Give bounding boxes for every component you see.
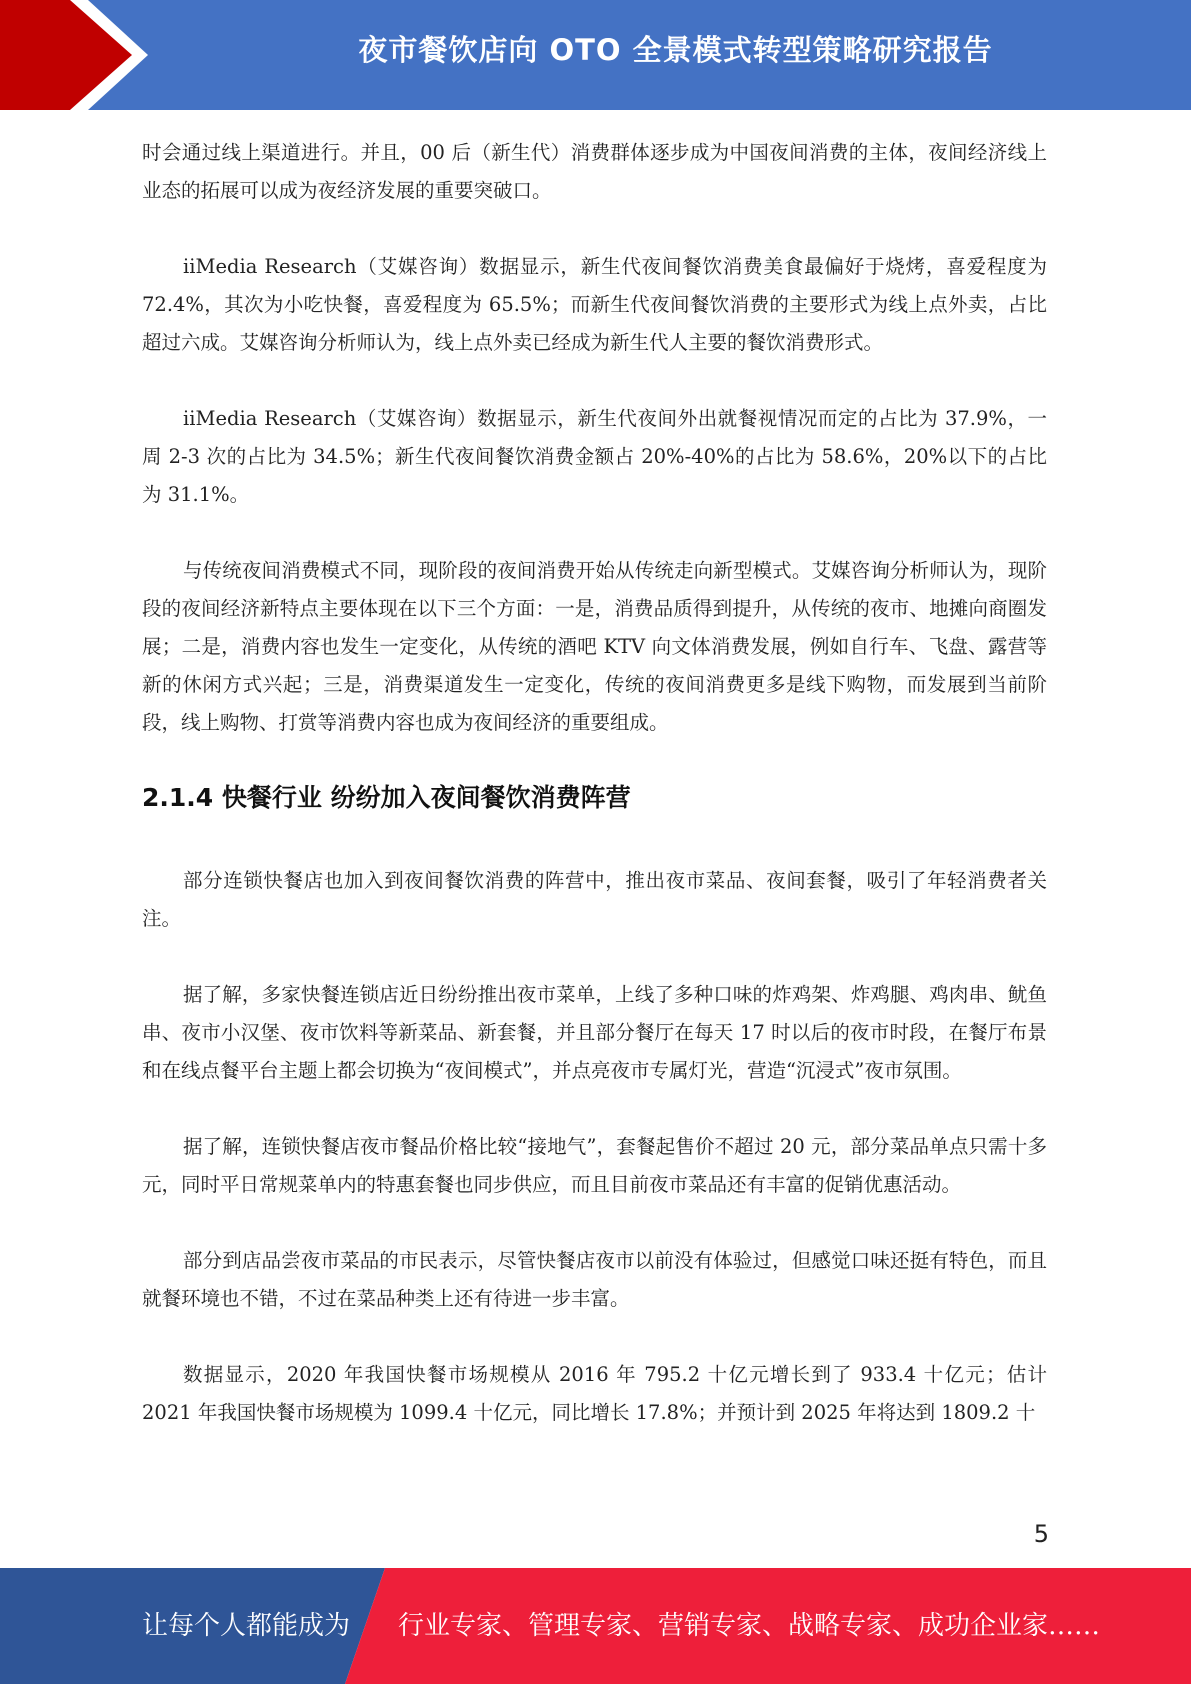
footer-slogan-left: 让每个人都能成为: [142, 1611, 351, 1641]
page-footer: [0, 1568, 1191, 1684]
page-number: 5: [1033, 1520, 1049, 1548]
paragraph: 与传统夜间消费模式不同，现阶段的夜间消费开始从传统走向新型模式。艾媒咨询分析师认为，现阶段的夜间经济新特点主要体现在以下三个方面：一是，消费品质得到提升，从传统的夜市、地摊向商圈发展；二是，消费内容也发生一定变化，从传统的酒吧 KTV 向文体消费发展，例如自行车、飞盘、露营等新的休闲方式兴起；三是，消费渠道发生一定变化，传统的夜间消费更多是线下购物，而发展到当前阶段，线上购物、打赏等消费内容也成为夜间经济的重要组成。: [142, 559, 1047, 734]
document-body: [142, 134, 1047, 1470]
paragraph: iiMedia Research（艾媒咨询）数据显示，新生代夜间外出就餐视情况而定的占比为 37.9%，一周 2-3 次的占比为 34.5%；新生代夜间餐饮消费金额占 20%-40%的占比为 58.6%，20%以下的占比为 31.1%。: [142, 407, 1047, 506]
footer-slogan-right: 行业专家、管理专家、营销专家、战略专家、成功企业家……: [398, 1611, 1101, 1641]
paragraph: 据了解，连锁快餐店夜市餐品价格比较“接地气”，套餐起售价不超过 20 元，部分菜品单点只需十多元，同时平日常规菜单内的特惠套餐也同步供应，而且目前夜市菜品还有丰富的促销优惠活动。: [142, 1135, 1047, 1196]
paragraph: iiMedia Research（艾媒咨询）数据显示，新生代夜间餐饮消费美食最偏好于烧烤，喜爱程度为 72.4%，其次为小吃快餐，喜爱程度为 65.5%；而新生代夜间餐饮消费的主要形式为线上点外卖，占比超过六成。艾媒咨询分析师认为，线上点外卖已经成为新生代人主要的餐饮消费形式。: [142, 255, 1047, 354]
paragraph: 部分到店品尝夜市菜品的市民表示，尽管快餐店夜市以前没有体验过，但感觉口味还挺有特色，而且就餐环境也不错，不过在菜品种类上还有待进一步丰富。: [142, 1249, 1047, 1310]
paragraph: 数据显示，2020 年我国快餐市场规模从 2016 年 795.2 十亿元增长到了 933.4 十亿元；估计 2021 年我国快餐市场规模为 1099.4 十亿元，同比增长 17.8%；并预计到 2025 年将达到 1809.2 十: [142, 1363, 1047, 1424]
paragraph-continued: 时会通过线上渠道进行。并且，00 后（新生代）消费群体逐步成为中国夜间消费的主体，夜间经济线上业态的拓展可以成为夜经济发展的重要突破口。: [142, 141, 1047, 202]
page-header: [0, 0, 1191, 110]
paragraph: 部分连锁快餐店也加入到夜间餐饮消费的阵营中，推出夜市菜品、夜间套餐，吸引了年轻消费者关注。: [142, 869, 1047, 930]
red-chevron-decoration: [0, 0, 160, 110]
section-heading: 2.1.4 快餐行业 纷纷加入夜间餐饮消费阵营: [142, 783, 631, 812]
report-title: 夜市餐饮店向 OTO 全景模式转型策略研究报告: [358, 33, 993, 67]
paragraph: 据了解，多家快餐连锁店近日纷纷推出夜市菜单，上线了多种口味的炸鸡架、炸鸡腿、鸡肉串、鱿鱼串、夜市小汉堡、夜市饮料等新菜品、新套餐，并且部分餐厅在每天 17 时以后的夜市时段，在餐厅布景和在线点餐平台主题上都会切换为“夜间模式”，并点亮夜市专属灯光，营造“沉浸式”夜市氛围。: [142, 983, 1047, 1082]
